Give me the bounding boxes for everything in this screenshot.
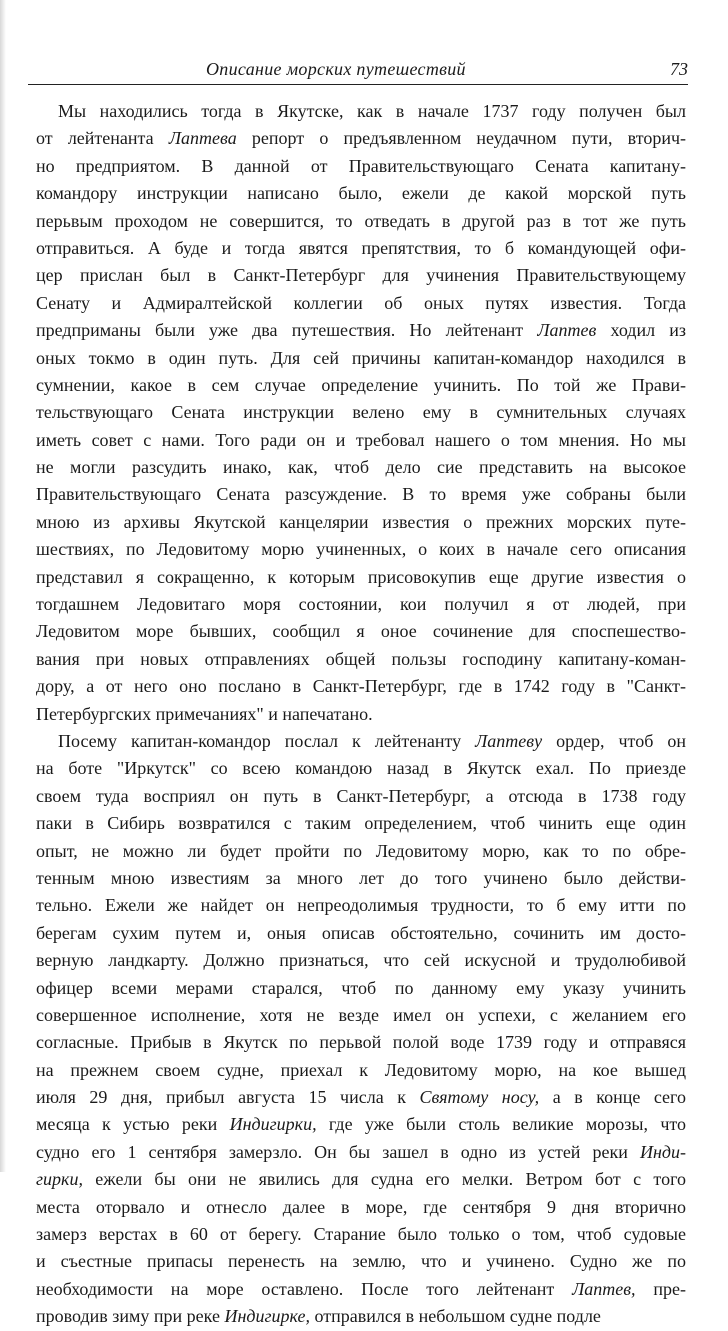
text-line bbox=[36, 865, 686, 892]
text-run: не могли разсудить инако, как, чтоб дело сие представить на высокое bbox=[36, 457, 686, 478]
text-line bbox=[36, 673, 686, 700]
text-line bbox=[36, 1111, 686, 1138]
text-line bbox=[36, 1248, 686, 1275]
text-line bbox=[36, 975, 686, 1002]
text-line bbox=[36, 701, 686, 728]
text-run: опыт, не можно ли будет пройти по Ледовитому морю, как то по обре- bbox=[36, 840, 686, 861]
text-line bbox=[36, 591, 686, 618]
text-line bbox=[36, 892, 686, 919]
text-run: шествиях, по Ледовитому морю учиненных, о коих в начале сего описания bbox=[36, 539, 686, 560]
italic-name: Лаптеву bbox=[475, 730, 543, 751]
text-line bbox=[36, 755, 686, 782]
text-run: ходил из bbox=[596, 320, 686, 341]
text-line bbox=[36, 208, 686, 235]
text-run: верную ландкарту. Должно признаться, что сей искусной и трудолюбивой bbox=[36, 950, 686, 971]
text-run: тенным мною известиям за много лет до того учинено было действи- bbox=[36, 867, 686, 888]
text-run: но предприятом. В данной от Правительствующаго Сената капитану- bbox=[36, 155, 686, 176]
text-run: цер прислан был в Санкт-Петербург для учинения Правительствующему bbox=[36, 265, 686, 286]
text-run: отправился в небольшом судне подле bbox=[310, 1306, 601, 1327]
text-run: сумнении, какое в сем случае определение учинить. По той же Прави- bbox=[36, 374, 686, 395]
text-line bbox=[36, 481, 686, 508]
text-run: иметь совет с нами. Того ради он и требовал нашего о том мнения. Но мы bbox=[36, 429, 686, 450]
text-run: представил я сокращенно, к которым присовокупив еще другие известия о bbox=[36, 566, 686, 587]
text-line bbox=[36, 509, 686, 536]
text-line bbox=[36, 125, 686, 152]
italic-name: гирки, bbox=[36, 1169, 83, 1190]
text-run: репорт о предъявленном неудачном пути, вторич- bbox=[236, 128, 686, 149]
text-run: тельствующаго Сената инструкции велено ему в сумнительных случаях bbox=[36, 402, 686, 423]
text-line bbox=[36, 728, 686, 755]
text-line bbox=[36, 564, 686, 591]
text-run: пре- bbox=[635, 1278, 686, 1299]
text-line bbox=[36, 1084, 686, 1111]
text-run: на боте "Иркутск" со всею командою назад в Якутск ехал. По приезде bbox=[36, 758, 686, 779]
text-run: Правительствующаго Сената разсуждение. В то время уже собраны были bbox=[36, 484, 686, 505]
italic-name: Лаптев, bbox=[572, 1278, 636, 1299]
italic-name: Инди- bbox=[639, 1141, 686, 1162]
text-run: совершенное исполнение, хотя не везде имел он успехи, с желанием его bbox=[36, 1004, 686, 1025]
text-run: предприманы были уже два путешествия. Но лейтенант bbox=[36, 320, 538, 341]
text-run: вания при новых отправлениях общей пользы господину капитану-коман- bbox=[36, 648, 686, 669]
text-run: где уже были столь великие морозы, что bbox=[316, 1114, 686, 1135]
text-line bbox=[36, 372, 686, 399]
text-run: Мы находились тогда в Якутске, как в начале 1737 году получен был bbox=[58, 101, 686, 121]
text-line bbox=[36, 536, 686, 563]
text-line bbox=[36, 290, 686, 317]
text-run: офицер всеми мерами старался, чтоб по данному ему указу учинить bbox=[36, 977, 686, 998]
text-run: и съестные припасы перенесть на землю, что и учинено. Судно же по bbox=[36, 1251, 686, 1272]
text-run: судно его 1 сентября замерзло. Он бы зашел в одно из устей реки bbox=[36, 1141, 640, 1162]
text-line bbox=[36, 345, 686, 372]
italic-name: Лаптева bbox=[168, 128, 237, 149]
text-line bbox=[36, 1194, 686, 1221]
text-run: перьвым проходом не совершится, то отведать в другой раз в тот же путь bbox=[36, 210, 686, 231]
text-run: командору инструкции написано было, ежели де какой морской путь bbox=[36, 183, 686, 204]
body-text bbox=[36, 98, 686, 1331]
text-line bbox=[36, 399, 686, 426]
page-header bbox=[28, 58, 688, 85]
text-run: отправиться. А буде и тогда явятся препятствия, то б командующей офи- bbox=[36, 237, 686, 258]
text-line bbox=[36, 838, 686, 865]
text-run: дору, а от него оно послано в Санкт-Петербург, где в 1742 году в "Санкт- bbox=[36, 676, 686, 697]
text-run: берегам сухим путем и, оныя описав обстоятельно, сочинить им досто- bbox=[36, 922, 686, 943]
text-line bbox=[36, 947, 686, 974]
italic-name: Индигирки, bbox=[229, 1114, 317, 1135]
text-line bbox=[36, 1166, 686, 1193]
text-line bbox=[36, 618, 686, 645]
text-line bbox=[36, 646, 686, 673]
text-line bbox=[36, 1221, 686, 1248]
text-line bbox=[36, 810, 686, 837]
text-run: Петербургских примечаниях" и напечатано. bbox=[36, 703, 373, 724]
text-run: оных токмо в один путь. Для сей причины капитан-командор находился в bbox=[36, 347, 686, 368]
text-line bbox=[36, 317, 686, 344]
italic-name: Лаптев bbox=[537, 320, 597, 341]
text-line bbox=[36, 1057, 686, 1084]
text-line bbox=[36, 262, 686, 289]
text-run: тельно. Ежели же найдет он непреодолимыя трудности, то б ему итти по bbox=[36, 895, 686, 916]
text-run: замерз верстах в 60 от берегу. Старание было только о том, чтоб судовые bbox=[36, 1224, 686, 1245]
text-line bbox=[36, 153, 686, 180]
text-run: Сенату и Адмиралтейской коллегии об оных путях известия. Тогда bbox=[36, 292, 686, 313]
text-line bbox=[36, 1139, 686, 1166]
text-run: Посему капитан-командор послал к лейтенанту bbox=[58, 730, 476, 751]
text-run: согласные. Прибыв в Якутск по перьвой полой воде 1739 году и отправяся bbox=[36, 1032, 686, 1053]
text-line bbox=[36, 454, 686, 481]
text-run: места оторвало и отнесло далее в море, где сентября 9 дня вторично bbox=[36, 1196, 686, 1217]
text-run: мною из архивы Якутской канцелярии известия о прежних морских путе- bbox=[36, 511, 686, 532]
text-run: от лейтенанта bbox=[36, 128, 169, 149]
text-run: на прежнем своем судне, приехал к Ледовитому морю, на кое вышед bbox=[36, 1059, 686, 1080]
text-run: месяца к устью реки bbox=[36, 1114, 230, 1135]
text-run: июля 29 дня, прибыл августа 15 числа к bbox=[36, 1087, 420, 1108]
page-number: 73 bbox=[670, 59, 688, 79]
text-run: своем туда восприял он путь в Санкт-Петербург, а отсюда в 1738 году bbox=[36, 785, 686, 806]
text-line bbox=[36, 98, 686, 125]
text-line bbox=[36, 783, 686, 810]
text-line bbox=[36, 920, 686, 947]
text-run: ордер, чтоб он bbox=[542, 730, 686, 751]
text-line bbox=[36, 1276, 686, 1303]
text-run: Ледовитом море бывших, сообщил я оное сочинение для споспешество- bbox=[36, 621, 686, 642]
italic-name: Индигирке, bbox=[224, 1306, 310, 1327]
running-title: Описание морских путешествий bbox=[206, 59, 466, 79]
text-run: ежели бы они не явились для судна его мелки. Ветром бот с того bbox=[82, 1169, 686, 1190]
italic-name: Святому носу, bbox=[419, 1087, 540, 1108]
text-run: проводив зиму при реке bbox=[36, 1306, 225, 1327]
text-line bbox=[36, 427, 686, 454]
text-run: тогдашнем Ледовитаго моря состоянии, кои получил я от людей, при bbox=[36, 594, 686, 615]
text-line bbox=[36, 1303, 686, 1330]
text-line bbox=[36, 235, 686, 262]
text-line bbox=[36, 1029, 686, 1056]
text-run: паки в Сибирь возвратился с таким определением, чтоб чинить еще один bbox=[36, 813, 686, 834]
text-run: а в конце сего bbox=[539, 1087, 686, 1108]
text-run: необходимости на море оставлено. После того лейтенант bbox=[36, 1278, 573, 1299]
text-line bbox=[36, 180, 686, 207]
text-line bbox=[36, 1002, 686, 1029]
page-edge-shadow bbox=[0, 0, 6, 1172]
